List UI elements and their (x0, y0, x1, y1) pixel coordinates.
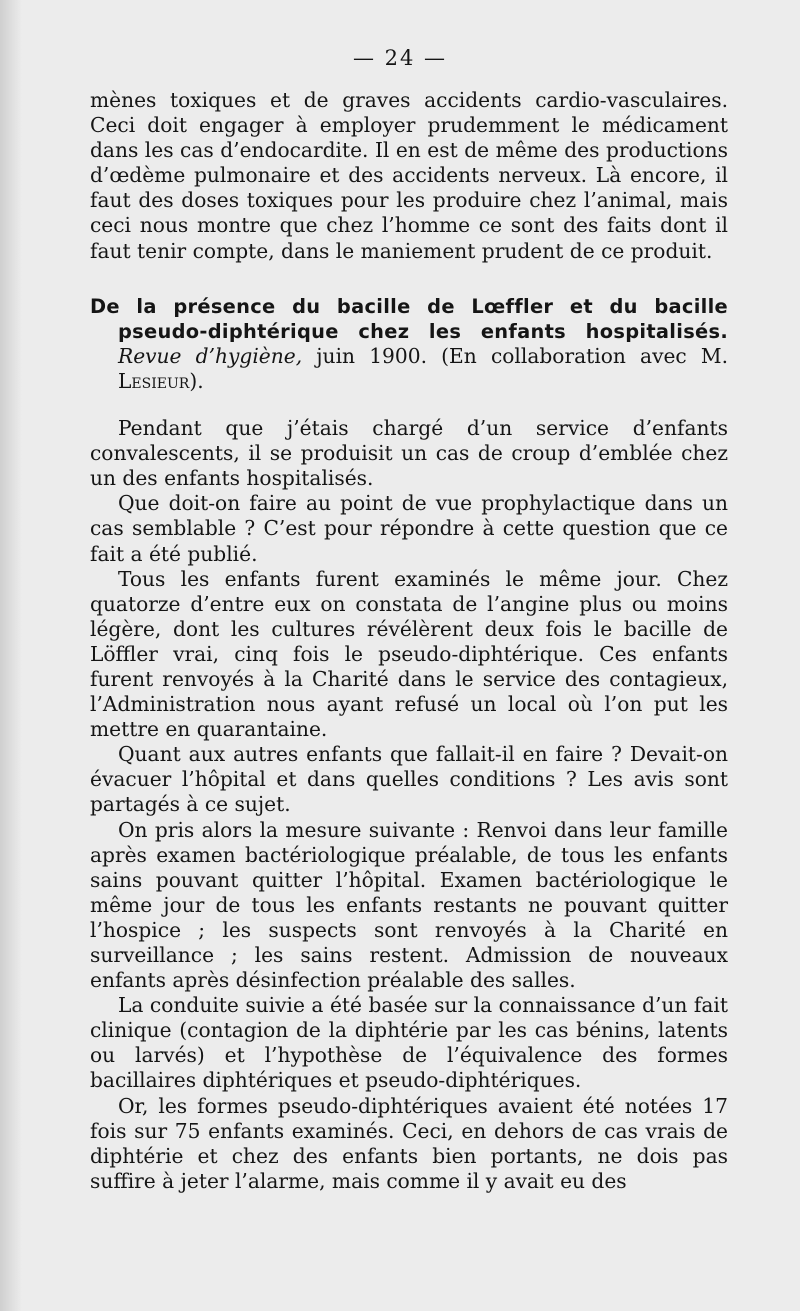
paragraph: On pris alors la mesure suivante : Renvoi dans leur famille après examen bactériologique préalable, de tous les enfants sains pouvant quitter l’hôpital. Examen bactériologique le même jour de tous les enfants restants ne pouvant quitter l’hospice ; les suspects sont renvoyés à la Charité en surveillance ; les sains restent. Admission de nouveaux enfants après désinfection préalable des salles. (90, 817, 728, 993)
article-title: De la présence du bacille de Lœffler et du bacille pseudo-diphtérique chez les enfants hospitalisés. (90, 294, 728, 343)
citation-closing: ). (189, 368, 204, 393)
paragraph: Or, les formes pseudo-diphtériques avaient été notées 17 fois sur 75 enfants examinés. Ceci, en dehors de cas vrais de diphtérie et chez des enfants bien portants, ne dois pas suffire à jeter l’alarme, mais comme il y avait eu des (90, 1093, 728, 1193)
paragraph: Tous les enfants furent examinés le même jour. Chez quatorze d’entre eux on constata de l’angine plus ou moins légère, dont les cultures révélèrent deux fois le bacille de Löffler vrai, cinq fois le pseudo-diphtérique. Ces enfants furent renvoyés à la Charité dans le service des contagieux, l’Administration nous ayant refusé un local où l’on put les mettre en quarantaine. (90, 566, 728, 742)
paragraph-continuation: mènes toxiques et de graves accidents cardio-vasculaires. Ceci doit engager à employer prudemment le médicament dans les cas d’endocardite. Il en est de même des productions d’œdème pulmonaire et des accidents nerveux. Là encore, il faut des doses toxiques pour les produire chez l’animal, mais ceci nous montre que chez l’homme ce sont des faits dont il faut tenir compte, dans le maniement prudent de ce produit. (90, 88, 728, 263)
paragraph: Que doit-on faire au point de vue prophylactique dans un cas semblable ? C’est pour répondre à cette question que ce fait a été publié. (90, 491, 728, 566)
journal-name: Revue d’hygiène, (118, 343, 303, 368)
body-text (90, 88, 728, 1194)
paragraph: Pendant que j’étais chargé d’un service d’enfants convalescents, il se produisit un cas de croup d’emblée chez un des enfants hospitalisés. (90, 416, 728, 491)
page-binding-shadow (0, 0, 22, 1311)
paragraph: La conduite suivie a été basée sur la connaissance d’un fait clinique (contagion de la diphtérie par les cas bénins, latents ou larvés) et l’hypothèse de l’équivalence des formes bacillaires diphtériques et pseudo-diphtériques. (90, 993, 728, 1093)
paragraph: Quant aux autres enfants que fallait-il en faire ? Devait-on évacuer l’hôpital et dans quelles conditions ? Les avis sont partagés à ce sujet. (90, 742, 728, 817)
page-number: — 24 — (352, 46, 448, 70)
collaborator-name: Lesieur (118, 368, 190, 393)
section-heading (90, 294, 728, 394)
publication-date: juin 1900. (En collaboration avec M. (302, 343, 728, 368)
